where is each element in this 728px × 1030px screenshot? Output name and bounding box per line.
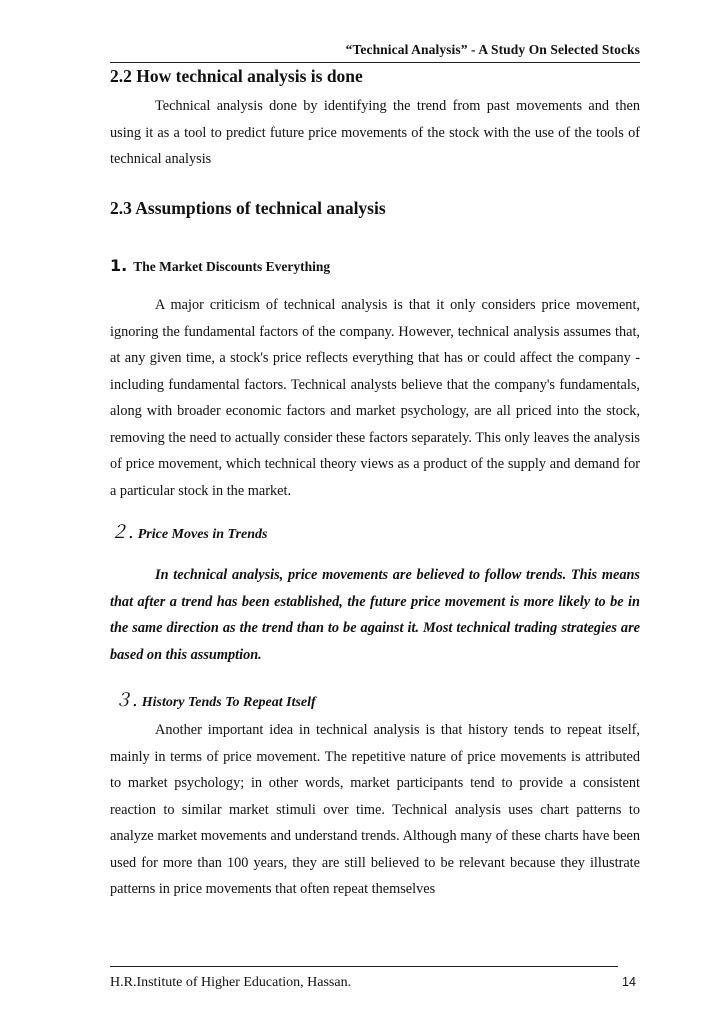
footer-divider [110,966,618,967]
footer-institution: H.R.Institute of Higher Education, Hassan. [110,975,352,990]
section-2-2-body: Technical analysis done by identifying the trend from past movements and then using it as a tool to predict future price movements of the stock with the use of the tools of technical analysis [110,98,640,167]
assumption-1-title: The Market Discounts Everything [133,259,331,274]
assumption-2-title: Price Moves in Trends [137,527,268,542]
header-divider [110,62,640,63]
assumption-3-body: Another important idea in technical analysis is that history tends to repeat itself, mainly in terms of price movement. The repetitive nature of price movements is attributed to market psychology; in other words, market participants tend to provide a consistent reaction to similar market stimuli over time. Technical analysis uses chart patterns to analyze market movements and understand trends. Although many of these charts have been used for more than 100 years, they are still believed to be relevant because they illustrate patterns in price movements that often repeat themselves [110,722,640,897]
assumption-2-heading [110,518,267,544]
section-2-3-heading: 2.3 Assumptions of technical analysis [110,198,386,218]
assumption-3-title: History Tends To Repeat Itself [141,695,316,710]
assumption-2-number: ２. [110,522,134,543]
assumption-1-number: 1. [110,256,128,275]
assumption-1-body: A major criticism of technical analysis is that it only considers price movement, ignoring the fundamental factors of the company. However, technical analysis assumes that, at any given time, a stock's price reflects everything that has or could affect the company - including fundamental factors. Technical analysts believe that the company's fundamentals, along with broader economic factors and market psychology, are all priced into the stock, removing the need to actually consider these factors separately. This only leaves the analysis of price movement, which technical theory views as a product of the supply and demand for a particular stock in the market. [110,297,640,499]
assumption-1-heading [110,256,330,276]
running-header: “Technical Analysis” - A Study On Selected Stocks [345,42,640,57]
page-number: 14 [622,975,636,989]
assumption-2-body: In technical analysis, price movements are believed to follow trends. This means that after a trend has been established, the future price movement is more likely to be in the same direction as the trend than to be against it. Most technical trading strategies are based on this assumption. [110,567,640,663]
assumption-3-heading [114,686,316,712]
assumption-3-number: ３. [114,690,138,711]
section-2-2-heading: 2.2 How technical analysis is done [110,66,363,86]
